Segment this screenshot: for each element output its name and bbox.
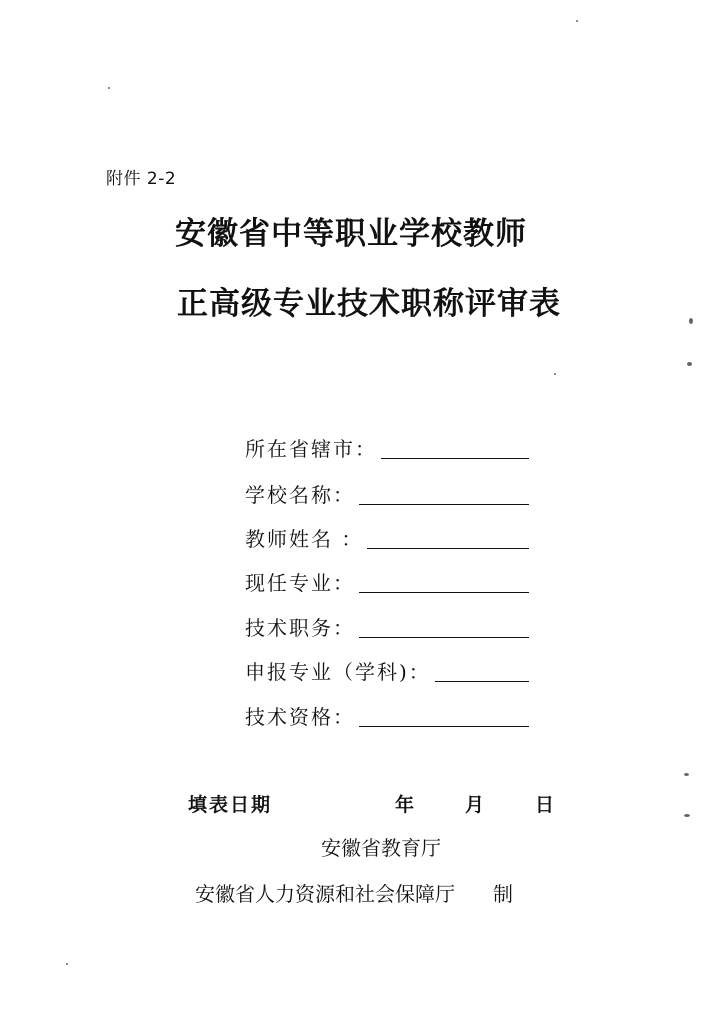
field-technical-qualification-blank <box>359 726 529 727</box>
field-applied-major-blank <box>435 681 529 682</box>
form-title-line2: 正高级专业技术职称评审表 <box>177 286 561 322</box>
field-city-label: 所在省辖市： <box>245 437 377 461</box>
field-teacher-name <box>245 522 535 552</box>
scan-speck <box>576 20 578 22</box>
issuer-education-dept: 安徽省教育厅 <box>321 836 441 860</box>
field-technical-post <box>245 611 535 641</box>
fill-date-month: 月 <box>465 794 485 816</box>
scan-speck <box>689 318 693 324</box>
form-title-line1: 安徽省中等职业学校教师 <box>175 216 527 252</box>
field-applied-major <box>245 655 535 685</box>
field-technical-post-label: 技术职务： <box>245 616 355 640</box>
field-technical-qualification <box>245 700 535 730</box>
fill-date-row <box>188 790 558 816</box>
field-teacher-name-blank <box>367 548 529 549</box>
field-current-major-label: 现任专业： <box>245 571 355 595</box>
field-school-label: 学校名称： <box>245 483 355 507</box>
scan-speck <box>108 87 110 89</box>
field-school-blank <box>359 504 529 505</box>
field-current-major-blank <box>359 592 529 593</box>
scan-speck <box>684 773 689 776</box>
field-school <box>245 478 535 508</box>
issuer-hr-dept: 安徽省人力资源和社会保障厅 <box>195 882 455 906</box>
field-applied-major-label: 申报专业（学科)： <box>245 660 431 684</box>
attachment-label: 附件 2-2 <box>106 169 177 189</box>
field-technical-qualification-label: 技术资格： <box>245 705 355 729</box>
field-teacher-name-label: 教师姓名 ： <box>245 527 364 551</box>
field-city <box>245 432 535 462</box>
scan-speck <box>684 814 690 817</box>
fill-date-year: 年 <box>395 794 415 816</box>
scan-speck <box>687 362 692 366</box>
issuer-made-suffix: 制 <box>493 882 513 906</box>
field-current-major <box>245 566 535 596</box>
issuer-hr-dept-row <box>195 878 513 907</box>
fill-date-label: 填表日期 <box>188 794 273 816</box>
field-technical-post-blank <box>359 637 529 638</box>
fill-date-day: 日 <box>535 794 555 816</box>
field-city-blank <box>381 458 529 459</box>
scan-speck <box>554 373 556 375</box>
scan-speck <box>66 963 68 965</box>
